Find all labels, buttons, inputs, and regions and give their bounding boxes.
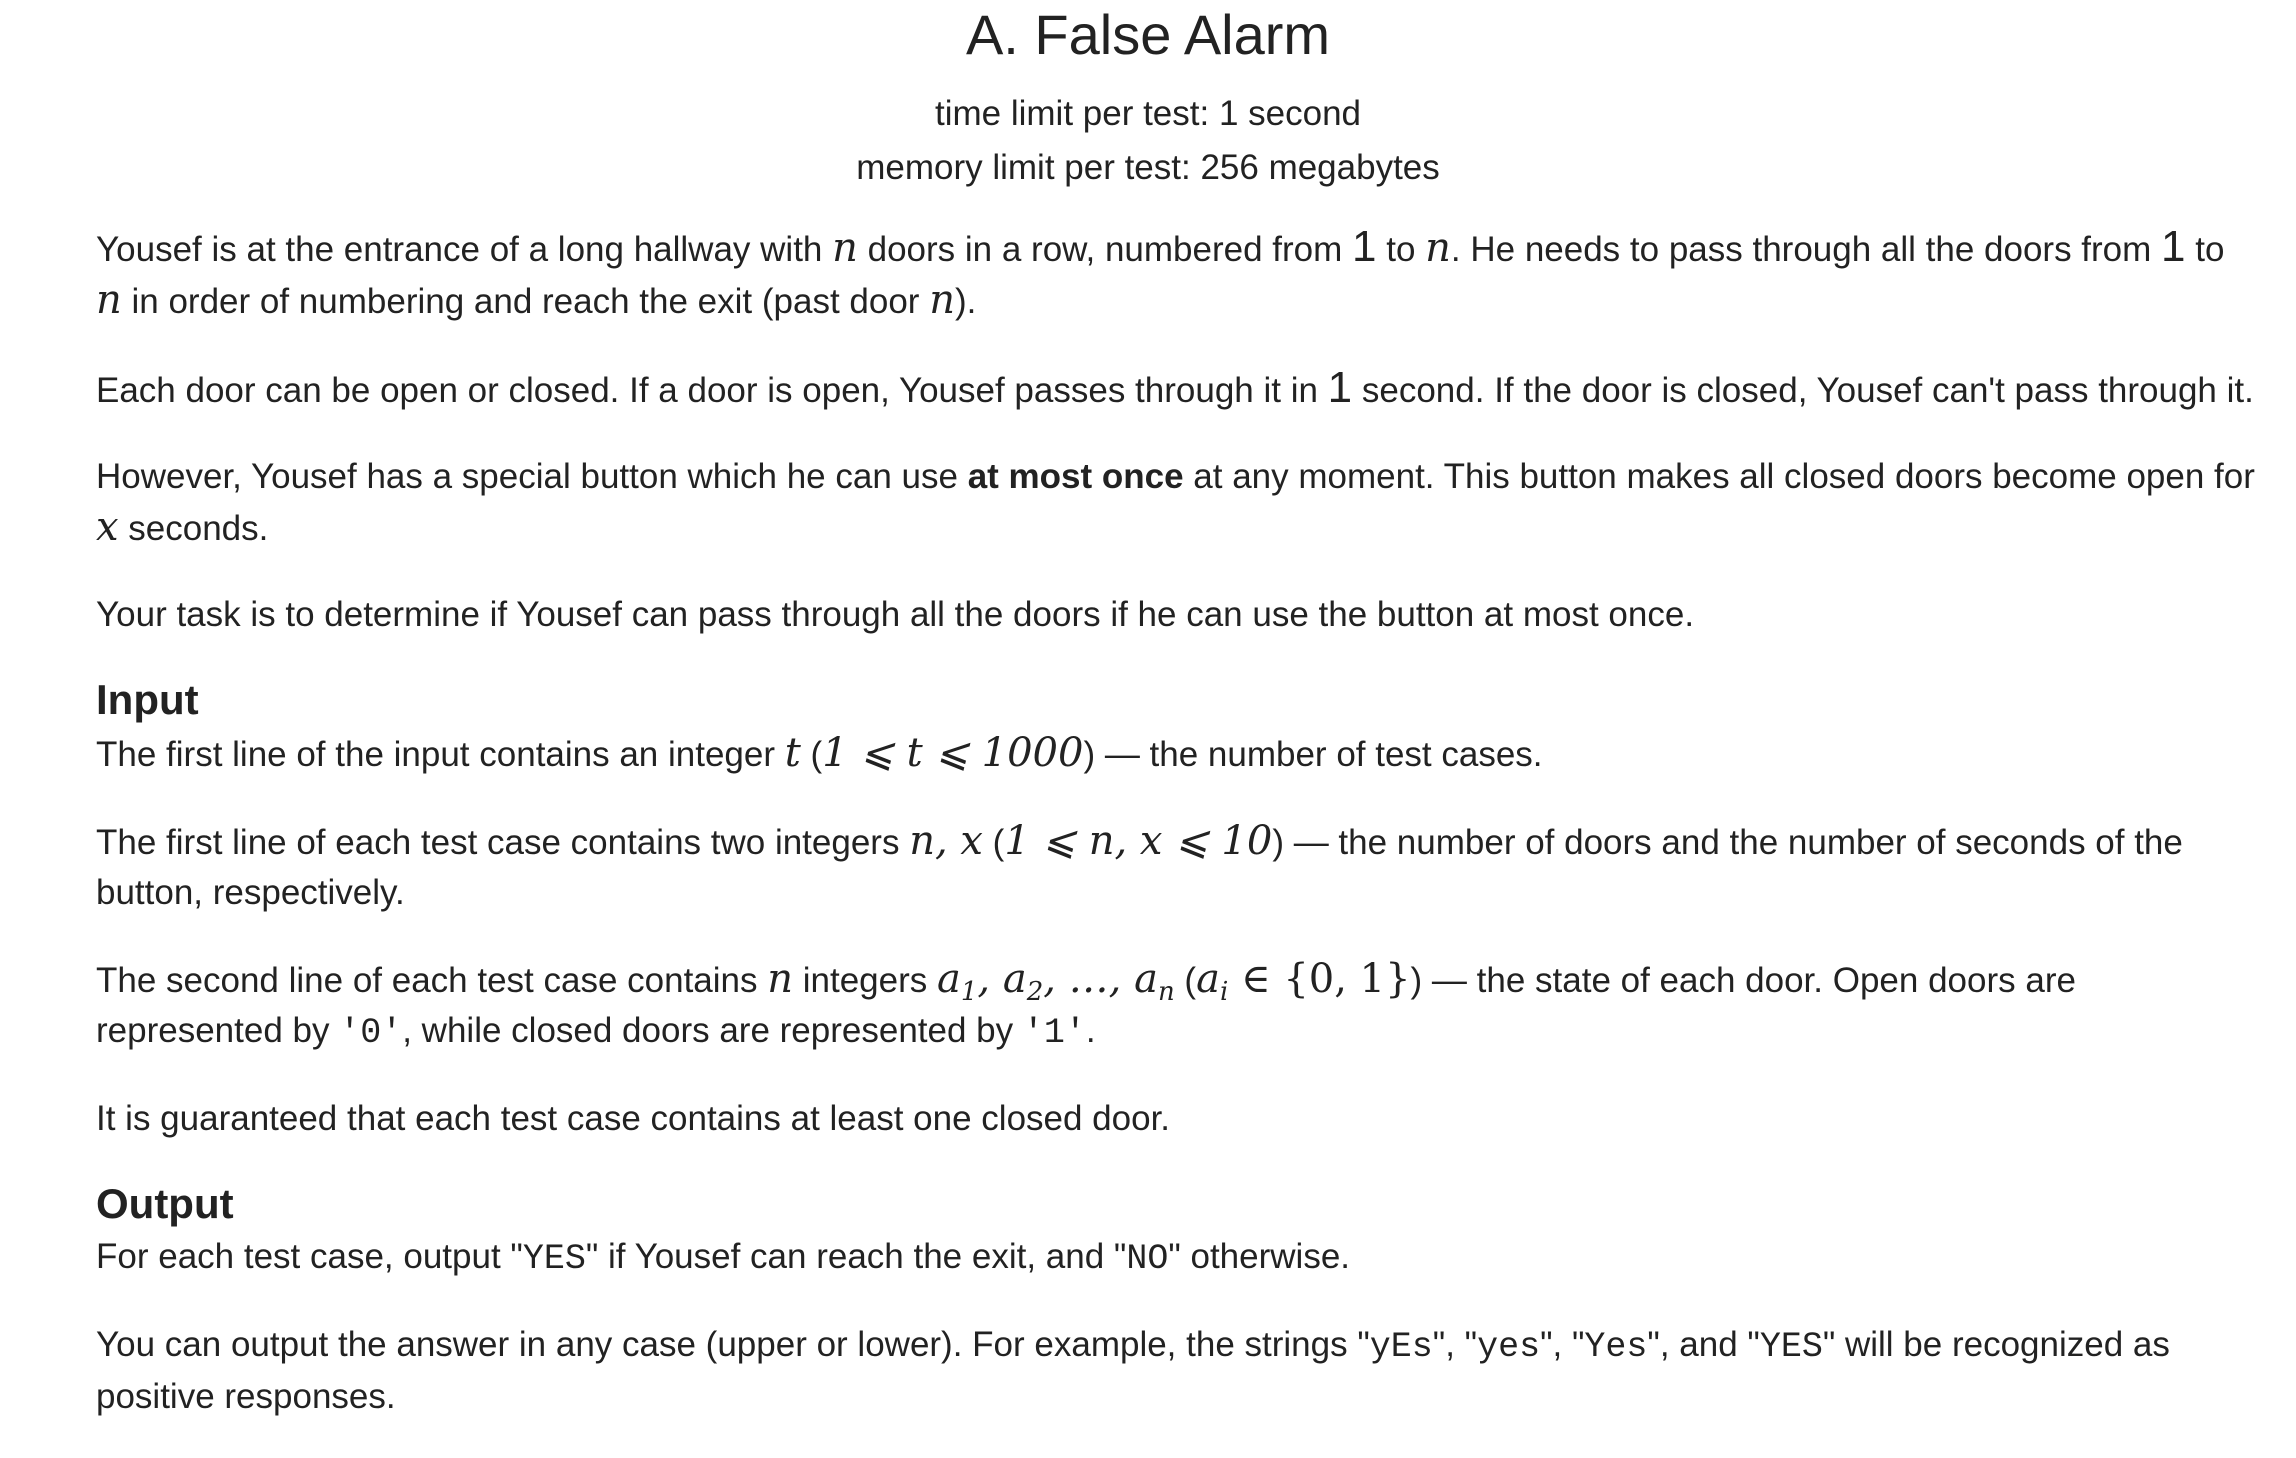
math-var-a: a xyxy=(936,956,961,1002)
text: The second line of each test case contains xyxy=(96,961,768,1000)
input-paragraph-1 xyxy=(96,728,2256,780)
text: integers xyxy=(793,961,937,1000)
math-num: 1 xyxy=(1352,222,1377,271)
bold-text: at most once xyxy=(967,457,1184,496)
text: Yousef is at the entrance of a long hallway with xyxy=(96,230,833,269)
text: to xyxy=(1376,230,1426,269)
text: ( xyxy=(1174,961,1197,1000)
text: , while closed doors are represented by xyxy=(402,1011,1023,1050)
text: ( xyxy=(800,735,823,774)
code-no: NO xyxy=(1126,1239,1169,1279)
code-string: Yes xyxy=(1584,1327,1648,1367)
math-num: 1 xyxy=(2161,222,2186,271)
text: at any moment. This button makes all closed doors become open for xyxy=(1183,457,2255,496)
text: " will be recognized as positive responses. xyxy=(96,1325,2170,1416)
text: ", " xyxy=(1540,1325,1585,1364)
char-zero: '0' xyxy=(339,1013,403,1053)
text: You can output the answer in any case (upper or lower). For example, the strings " xyxy=(96,1325,1370,1364)
text: Each door can be open or closed. If a door is open, Yousef passes through it in xyxy=(96,371,1328,410)
input-paragraph-4: It is guaranteed that each test case contains at least one closed door. xyxy=(96,1099,1171,1138)
output-paragraph-1 xyxy=(96,1232,2256,1284)
math-var-x: x xyxy=(96,504,119,550)
text: . xyxy=(1085,1011,1096,1050)
text: ", " xyxy=(1432,1325,1478,1364)
text: doors in a row, numbered from xyxy=(857,230,1353,269)
char-one: '1' xyxy=(1022,1013,1086,1053)
text: seconds. xyxy=(118,509,269,548)
text: ( xyxy=(982,823,1005,862)
math-var-a: a xyxy=(1134,956,1158,1002)
math-constraint: 1 ⩽ n, x ⩽ 10 xyxy=(1004,818,1273,864)
output-heading: Output xyxy=(96,1180,234,1227)
text: . He needs to pass through all the doors from xyxy=(1450,230,2162,269)
input-paragraph-2 xyxy=(96,816,2256,918)
code-string: yEs xyxy=(1369,1327,1433,1367)
math-var-n: n xyxy=(767,956,794,1002)
subscript: 2 xyxy=(1026,977,1044,1007)
code-yes: YES xyxy=(522,1239,586,1279)
math-membership xyxy=(1196,956,1411,1007)
math-var-a: a xyxy=(1196,956,1220,1002)
subscript: n xyxy=(1157,977,1175,1007)
statement-body xyxy=(96,222,2256,1458)
text: in order of numbering and reach the exit (past door xyxy=(121,282,930,321)
time-limit: time limit per test: 1 second xyxy=(935,94,1361,133)
subscript: 1 xyxy=(960,977,978,1007)
text: ) — the number of doors and the number of seconds of the button, respectively. xyxy=(96,823,2183,912)
text: The first line of each test case contains two integers xyxy=(96,823,910,862)
subscript: i xyxy=(1219,977,1229,1007)
text: second. If the door is closed, Yousef can't pass through it. xyxy=(1352,371,2254,410)
input-paragraph-3 xyxy=(96,954,2256,1058)
text: to xyxy=(2185,230,2225,269)
output-paragraph-2 xyxy=(96,1320,2256,1422)
statement-paragraph-2 xyxy=(96,363,2256,416)
text: ) — the state of each door. Open doors are represented by xyxy=(96,961,2076,1050)
statement-paragraph-3 xyxy=(96,452,2256,554)
math-var-a: a xyxy=(1002,956,1027,1002)
input-heading: Input xyxy=(96,676,199,723)
code-string: yes xyxy=(1477,1327,1541,1367)
math-set: ∈ {0, 1} xyxy=(1228,956,1411,1002)
code-string: YES xyxy=(1759,1327,1823,1367)
math-num: 1 xyxy=(1327,363,1353,412)
text: However, Yousef has a special button which he can use xyxy=(96,457,968,496)
text: The first line of the input contains an integer xyxy=(96,735,785,774)
math-var-n: n xyxy=(929,277,955,323)
statement-paragraph-4: Your task is to determine if Yousef can pass through all the doors if he can use the button at most once. xyxy=(96,595,1695,634)
math-constraint: 1 ⩽ t ⩽ 1000 xyxy=(822,730,1084,776)
memory-limit: memory limit per test: 256 megabytes xyxy=(856,148,1440,187)
math-var-n: n xyxy=(1425,225,1451,271)
text: " otherwise. xyxy=(1168,1237,1351,1276)
text: " if Yousef can reach the exit, and " xyxy=(585,1237,1127,1276)
math-var-n: n xyxy=(96,277,122,323)
problem-title: A. False Alarm xyxy=(965,3,1331,66)
statement-paragraph-1 xyxy=(96,222,2256,327)
text: ", and " xyxy=(1647,1325,1760,1364)
text: For each test case, output " xyxy=(96,1237,523,1276)
math-var-n: n xyxy=(832,225,858,271)
math-vars: n, x xyxy=(909,818,983,864)
math-sequence: $a_1$, $a_2$, …, $a_n$ xyxy=(936,956,1175,1007)
math-var-t: t xyxy=(784,730,801,776)
text: ). xyxy=(954,282,977,321)
text: ) — the number of test cases. xyxy=(1083,735,1543,774)
